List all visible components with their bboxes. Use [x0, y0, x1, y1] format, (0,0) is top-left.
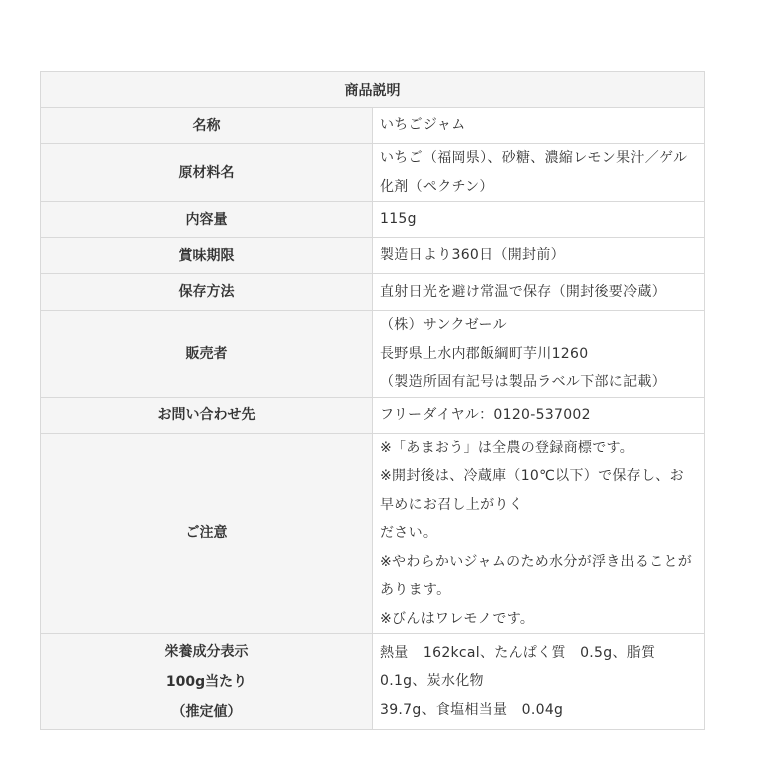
row-value — [373, 238, 705, 274]
product-description-table — [40, 71, 705, 730]
row-label-text: 賞味期限 — [178, 247, 235, 264]
row-value-text: 39.7g、食塩相当量 0.04g — [380, 701, 564, 718]
row-value-text: 長野県上水内郡飯綱町芋川1260 — [380, 345, 589, 362]
row-value-text: ださい。 — [380, 525, 438, 541]
row-value-text: 熱量 162kcal、たんぱく質 0.5g、脂質 0.1g、炭水化物 — [380, 644, 670, 690]
row-label-text: 保存方法 — [178, 284, 235, 300]
row-label — [41, 433, 373, 634]
row-value-text: いちご（福岡県）、砂糖、濃縮レモン果汁／ゲル化剤（ペクチン） — [380, 150, 688, 195]
row-value — [373, 311, 705, 398]
table-title: 商品説明 — [41, 72, 705, 108]
row-label-text: 内容量 — [185, 211, 228, 228]
row-value-text: 直射日光を避け常温で保存（開封後要冷蔵） — [380, 283, 666, 300]
row-value — [373, 108, 705, 144]
table-row-expiry — [41, 238, 705, 274]
row-label — [41, 311, 373, 398]
row-label — [41, 397, 373, 433]
row-label-text: 販売者 — [185, 345, 228, 362]
row-label — [41, 634, 373, 730]
row-label-text: ご注意 — [185, 525, 228, 542]
row-value — [373, 433, 705, 634]
row-value — [373, 202, 705, 238]
row-label — [41, 144, 373, 202]
row-value — [373, 397, 705, 433]
table-row-seller — [41, 311, 705, 398]
table-row-contact — [41, 397, 705, 433]
table-row-caution — [41, 433, 705, 634]
table-row-content-amount — [41, 202, 705, 238]
row-value-text: フリーダイヤル：0120-537002 — [380, 406, 591, 423]
row-value — [373, 274, 705, 311]
row-value — [373, 634, 705, 730]
table-row-ingredients — [41, 144, 705, 202]
row-label — [41, 108, 373, 144]
row-label-text: 100g当たり — [165, 673, 248, 690]
row-label-text: 名称 — [192, 117, 221, 134]
row-label-text: お問い合わせ先 — [157, 407, 256, 423]
row-label — [41, 274, 373, 311]
row-value-text: いちごジャム — [380, 117, 466, 134]
row-value-text: ※開封後は、冷蔵庫（10℃以下）で保存し、お早めにお召し上がりく — [380, 468, 684, 513]
row-label-text: （推定値） — [171, 703, 242, 720]
row-value-text: （製造所固有記号は製品ラベル下部に記載） — [380, 374, 666, 390]
row-value-text: ※びんはワレモノです。 — [380, 610, 535, 627]
table-title-row — [41, 72, 705, 108]
row-label — [41, 238, 373, 274]
row-value-text: 製造日より360日（開封前） — [380, 247, 565, 264]
table-row-nutrition — [41, 634, 705, 730]
row-value — [373, 144, 705, 202]
row-label-text: 栄養成分表示 — [164, 643, 249, 660]
row-label — [41, 202, 373, 238]
table-row-storage — [41, 274, 705, 311]
row-value-text: （株）サンクゼール — [380, 317, 507, 333]
row-label-text: 原材料名 — [178, 164, 235, 181]
table-row-name — [41, 108, 705, 144]
row-value-text: 115g — [380, 211, 417, 228]
row-value-text: ※「あまおう」は全農の登録商標です。 — [380, 439, 635, 456]
row-value-text: ※やわらかいジャムのため水分が浮き出ることがあります。 — [380, 553, 693, 598]
